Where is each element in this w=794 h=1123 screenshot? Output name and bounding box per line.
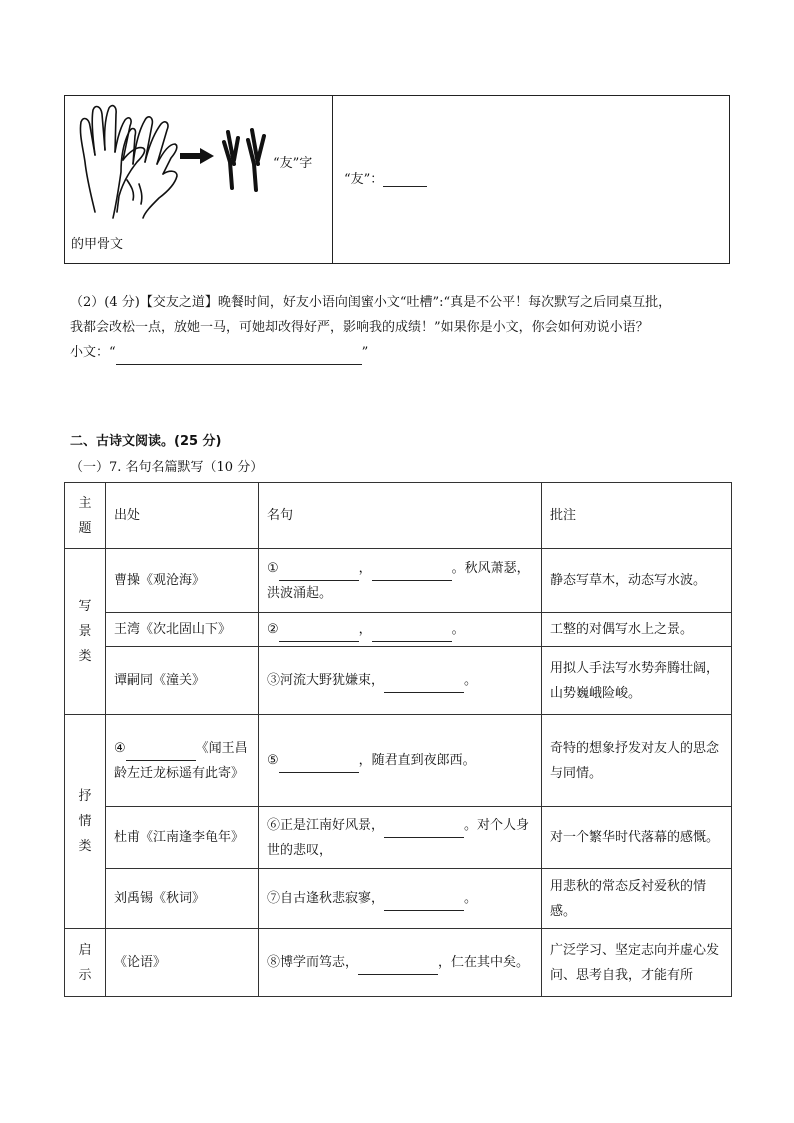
answer-suffix: ”: [361, 345, 369, 360]
right-arrow-icon: [180, 148, 214, 164]
oracle-bone-character-you: [218, 124, 270, 194]
sentence-cell: ⑥正是江南好风景， 。对个人身世的悲叹，: [259, 807, 542, 869]
sentence-cell: ⑦自古逢秋悲寂寥， 。: [259, 869, 542, 929]
header-sentence: 名句: [259, 483, 542, 549]
box-divider: [332, 96, 333, 263]
blank-5[interactable]: [279, 758, 359, 773]
blank-2b[interactable]: [372, 627, 452, 642]
oracle-bone-box: [64, 95, 730, 264]
sentence-cell: ⑧博学而笃志， ，仁在其中矣。: [259, 929, 542, 997]
table-row: [65, 647, 732, 715]
note-cell: 静态写草木，动态写水波。: [542, 549, 732, 613]
blank-6[interactable]: [384, 823, 464, 838]
answer-prefix: 小文：“: [70, 345, 116, 360]
blank-1a[interactable]: [279, 566, 359, 581]
sentence-cell: ② ， 。: [259, 613, 542, 647]
you-answer-blank[interactable]: [383, 172, 427, 187]
table-row: [65, 613, 732, 647]
blank-4[interactable]: [126, 746, 196, 761]
source-cell: 王湾《次北固山下》: [106, 613, 259, 647]
source-cell: 曹操《观沧海》: [106, 549, 259, 613]
note-cell: 用拟人手法写水势奔腾壮阔，山势巍峨险峻。: [542, 647, 732, 715]
glyph-caption: “友”字: [273, 156, 313, 171]
table-row: [65, 549, 732, 613]
section-subtitle: （一）7. 名句名篇默写（10 分）: [70, 460, 264, 475]
sentence-cell: ⑤ ，随君直到夜郎西。: [259, 715, 542, 807]
you-answer-label: “友”：: [344, 172, 384, 187]
table-row: [65, 715, 732, 807]
header-theme: 主 题: [65, 483, 106, 549]
source-cell: ④ 《闻王昌龄左迁龙标遥有此寄》: [106, 715, 259, 807]
note-cell: 对一个繁华时代落幕的感慨。: [542, 807, 732, 869]
glyph-caption-bottom: 的甲骨文: [71, 237, 124, 252]
table-row: [65, 807, 732, 869]
header-note: 批注: [542, 483, 732, 549]
question-2-line2: 我都会改松一点，放她一马，可她却改得好严，影响我的成绩！”如果你是小文，你会如何劝说小语？: [70, 320, 649, 335]
source-cell: 刘禹锡《秋词》: [106, 869, 259, 929]
table-row: [65, 869, 732, 929]
blank-8[interactable]: [358, 960, 438, 975]
header-source: 出处: [106, 483, 259, 549]
blank-2a[interactable]: [279, 627, 359, 642]
sentence-cell: ① ， 。秋风萧瑟，洪波涌起。: [259, 549, 542, 613]
two-hands-illustration: [73, 100, 183, 220]
source-cell: 谭嗣同《潼关》: [106, 647, 259, 715]
blank-1b[interactable]: [372, 566, 452, 581]
source-cell: 杜甫《江南逢李龟年》: [106, 807, 259, 869]
note-cell: 奇特的想象抒发对友人的思念与同情。: [542, 715, 732, 807]
blank-7[interactable]: [384, 896, 464, 911]
theme-cell-scenery: 写 景 类: [65, 549, 106, 715]
sentence-cell: ③河流大野犹嫌束， 。: [259, 647, 542, 715]
note-cell: 广泛学习、坚定志向并虚心发问、思考自我，才能有所: [542, 929, 732, 997]
theme-cell-insight: 启 示: [65, 929, 106, 997]
table-row: [65, 929, 732, 997]
theme-cell-lyric: 抒 情 类: [65, 715, 106, 929]
poem-table: [64, 482, 732, 997]
note-cell: 用悲秋的常态反衬爱秋的情感。: [542, 869, 732, 929]
question-2-line1: （2）(4 分)【交友之道】晚餐时间，好友小语向闺蜜小文“吐槽”:“真是不公平！每次默写之后同桌互批，: [70, 295, 672, 310]
note-cell: 工整的对偶写水上之景。: [542, 613, 732, 647]
section-title: 二、古诗文阅读。(25 分): [70, 434, 222, 449]
question-2: [70, 290, 735, 365]
source-cell: 《论语》: [106, 929, 259, 997]
blank-3[interactable]: [384, 678, 464, 693]
question-2-answer-row: [70, 340, 735, 365]
table-header-row: [65, 483, 732, 549]
answer-blank[interactable]: [116, 348, 362, 365]
you-answer-row: [344, 168, 427, 187]
